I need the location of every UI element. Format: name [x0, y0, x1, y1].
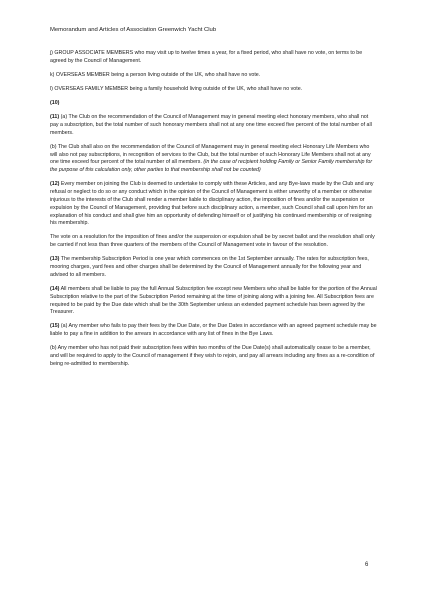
- paragraph-text: Every member on joining the Club is deemed to undertake to comply with these Articles, and any Bye-laws made by the Club and any refusal or neglect to do so or any conduct which in the opinion of the Council of Management is either unworthy of a member or otherwise injurious to the interests of the Club shall render a member liable to disciplinary action, the imposition of fines and/or the suspension or expulsion by the Council of Management, providing that before such disciplinary action, a member, such Council shall call upon him for an explanation of his conduct and shall give him an opportunity of defending himself or of justifying his continued membership or of resigning his membership.: [50, 181, 374, 227]
- section-number: (14): [50, 286, 60, 292]
- paragraph-text: k) OVERSEAS MEMBER being a person living outside of the UK, who shall have no vote.: [50, 71, 261, 78]
- section-number: (11): [50, 114, 60, 121]
- paragraph-j: [50, 50, 378, 66]
- section-15a: [50, 323, 378, 339]
- section-number: (13): [50, 256, 60, 263]
- section-number: (12): [50, 181, 60, 188]
- paragraph-text: (a) The Club on the recommendation of the Council of Management may in general meeting elect honorary members, who shall not pay a subscription, but the total number of such honorary members shall not at any one time exceed five percent of the total number of all members.: [50, 114, 372, 136]
- paragraph-text: l) OVERSEAS FAMILY MEMBER being a family household living outside of the UK, who shall have no vote.: [50, 85, 303, 92]
- paragraph-text: The membership Subscription Period is one year which commences on the 1st September annually. The rates for subscription fees, mooring charges, yard fees and other charges shall be determined by the Council of Management annually for the following year and advised to all members.: [50, 256, 369, 278]
- paragraph-l: [50, 86, 378, 94]
- section-12: [50, 181, 378, 228]
- paragraph-text: The vote on a resolution for the imposition of fines and/or the suspension or expulsion shall be by secret ballot and the resolution shall only be carried if not less than three quarters of the members of the Council of Management vote in favour of the resolution.: [50, 234, 375, 249]
- page-number: 6: [365, 562, 369, 568]
- paragraph-text: j) GROUP ASSOCIATE MEMBERS who may visit up to twelve times a year, for a fixed period, who shall have no vote, on terms to be agreed by the Council of Management.: [50, 50, 363, 64]
- paragraph-text: (a) Any member who fails to pay their fees by the Due Date, or the Due Dates in accordance with an agreed payment schedule may be liable to pay a fine in addition to the arrears in accordance with any list of fines in the Bye Laws.: [50, 323, 377, 338]
- section-number: (15): [50, 323, 60, 330]
- document-body: [50, 50, 378, 375]
- paragraph-text: (b) Any member who has not paid their subscription fees within two months of the Due Date(s) shall automatically cease to be a member, and will be required to apply to the Council of management if they wish to rejoin, and pay all arrears including any fines as a re-condition of being re-admitted to membership.: [50, 345, 375, 367]
- section-10: [50, 100, 378, 108]
- section-number: (10): [50, 100, 60, 107]
- section-14: [50, 286, 378, 317]
- section-11b: [50, 144, 378, 175]
- section-11a: [50, 114, 378, 137]
- italic-note: (in the case of recipient holding Family or Senior Family membership for the purpose of this calculation only, other parties to that membership shall not be counted): [50, 159, 373, 174]
- section-13: [50, 256, 378, 279]
- paragraph-k: [50, 72, 378, 80]
- paragraph-text: All members shall be liable to pay the full Annual Subscription fee except new Members who shall be liable for the portion of the Annual Subscription relative to the part of the Subscription Period remaining at the time of joining along with a joining fee. All Subscription fees are required to be paid by the Due date which shall be the 30th September unless an extended payment schedule has been agreed by the Treasurer.: [50, 286, 377, 316]
- paragraph-text: (b) The Club shall also on the recommendation of the Council of Management may in general meeting elect Honorary Life Members who will also not pay subscriptions, in recognition of services to the Club, but the total number of such Honorary Life Members shall not at any one time exceed four percent of the total number of all members.: [50, 143, 371, 166]
- section-12-vote: [50, 234, 378, 250]
- section-15b: [50, 345, 378, 368]
- page-header: Memorandum and Articles of Association Greenwich Yacht Club: [50, 27, 217, 33]
